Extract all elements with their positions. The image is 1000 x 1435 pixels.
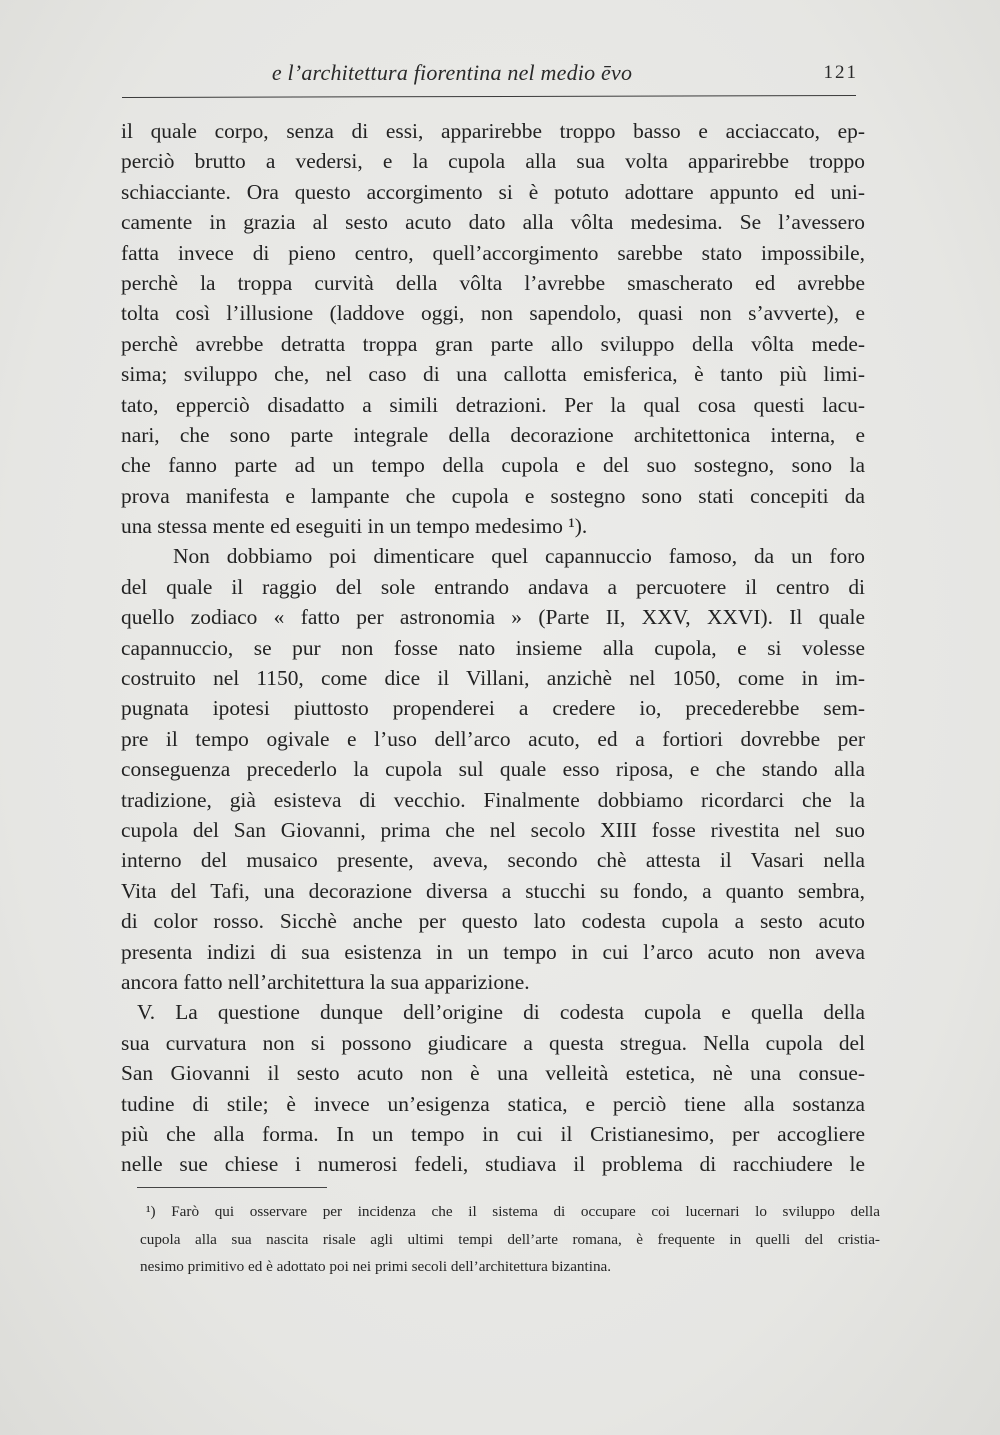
text-line: interno del musaico presente, aveva, secondo chè attesta il Vasari nella [121, 848, 865, 873]
text-line: sima; sviluppo che, nel caso di una callotta emisferica, è tanto più limi- [121, 362, 865, 387]
text-line: perchè la troppa curvità della vôlta l’avrebbe smascherato ed avrebbe [121, 270, 865, 295]
text-line: camente in grazia al sesto acuto dato alla vôlta medesima. Se l’avessero [121, 210, 865, 235]
running-head [122, 58, 858, 98]
text-line: perchè avrebbe detratta troppa gran parte allo sviluppo della vôlta mede- [121, 331, 865, 356]
text-line: pugnata ipotesi piuttosto propenderei a credere io, precederebbe sem- [121, 696, 865, 721]
text-line: tato, epperciò disadatto a simili detrazioni. Per la qual cosa questi lacu- [121, 392, 865, 417]
body-text [121, 116, 865, 1180]
text-line: il quale corpo, senza di essi, apparirebbe troppo basso e acciaccato, ep- [121, 119, 865, 143]
text-line: sua curvatura non si possono giudicare a questa stregua. Nella cupola del [121, 1030, 865, 1055]
footnote-line: nesimo primitivo ed è adottato poi nei primi secoli dell’architettura bizantina. [140, 1258, 612, 1275]
text-line: conseguenza precederlo la cupola sul quale esso riposa, e che stando alla [121, 757, 865, 782]
text-line: Non dobbiamo poi dimenticare quel capannuccio famoso, da un foro [173, 544, 865, 569]
footnote-line: ¹) Farò qui osservare per incidenza che il sistema di occupare coi lucernari lo sviluppo della [146, 1203, 880, 1220]
text-line: del quale il raggio del sole entrando andava a percuotere il centro di [121, 574, 865, 599]
text-line: San Giovanni il sesto acuto non è una velleità estetica, nè una consue- [121, 1061, 865, 1086]
text-line: Vita del Tafi, una decorazione diversa a stucchi su fondo, a quanto sembra, [121, 878, 865, 903]
text-line: pre il tempo ogivale e l’uso dell’arco acuto, ed a fortiori dovrebbe per [121, 726, 865, 751]
text-line: schiacciante. Ora questo accorgimento si è potuto adottare appunto ed uni- [121, 179, 865, 204]
footnotes [140, 1198, 880, 1281]
page-number: 121 [823, 62, 858, 83]
text-line: fatta invece di pieno centro, quell’accorgimento sarebbe stato impossibile, [121, 240, 865, 265]
text-line: di color rosso. Sicchè anche per questo lato codesta cupola a sesto acuto [121, 909, 865, 934]
text-line: prova manifesta e lampante che cupola e sostegno sono stati concepiti da [121, 483, 865, 508]
text-line: nelle sue chiese i numerosi fedeli, studiava il problema di racchiudere le [121, 1152, 865, 1177]
text-line: cupola del San Giovanni, prima che nel secolo XIII fosse rivestita nel suo [121, 817, 865, 842]
text-line: tudine di stile; è invece un’esigenza statica, e perciò tiene alla sostanza [121, 1091, 865, 1116]
text-line: una stessa mente ed eseguiti in un tempo medesimo ¹). [121, 514, 588, 539]
text-line: che fanno parte ad un tempo della cupola e del suo sostegno, sono la [121, 453, 865, 478]
text-line: tradizione, già esisteva di vecchio. Finalmente dobbiamo ricordarci che la [121, 787, 865, 812]
text-line: costruito nel 1150, come dice il Villani, anzichè nel 1050, come in im- [121, 666, 865, 691]
text-line: perciò brutto a vedersi, e la cupola alla sua volta apparirebbe troppo [121, 149, 865, 174]
text-line: V. La questione dunque dell’origine di codesta cupola e quella della [137, 1000, 865, 1025]
text-line: nari, che sono parte integrale della decorazione architettonica interna, e [121, 422, 865, 447]
text-line: quello zodiaco « fatto per astronomia » (Parte II, XXV, XXVI). Il quale [121, 605, 865, 630]
running-title: e l’architettura fiorentina nel medio ēvo [271, 60, 633, 85]
text-line: tolta così l’illusione (laddove oggi, non sapendolo, quasi non s’avverte), e [121, 301, 865, 326]
footnote-line: cupola alla sua nascita risale agli ultimi tempi dell’arte romana, è frequente in quelli del cristia- [140, 1230, 880, 1248]
text-line: capannuccio, se pur non fosse nato insieme alla cupola, e si volesse [121, 635, 865, 660]
text-line: più che alla forma. In un tempo in cui il Cristianesimo, per accogliere [121, 1121, 865, 1146]
footnote-rule [137, 1187, 327, 1188]
text-line: ancora fatto nell’architettura la sua apparizione. [121, 969, 530, 994]
text-line: presenta indizi di sua esistenza in un tempo in cui l’arco acuto non aveva [121, 939, 865, 964]
header-rule [122, 95, 856, 98]
